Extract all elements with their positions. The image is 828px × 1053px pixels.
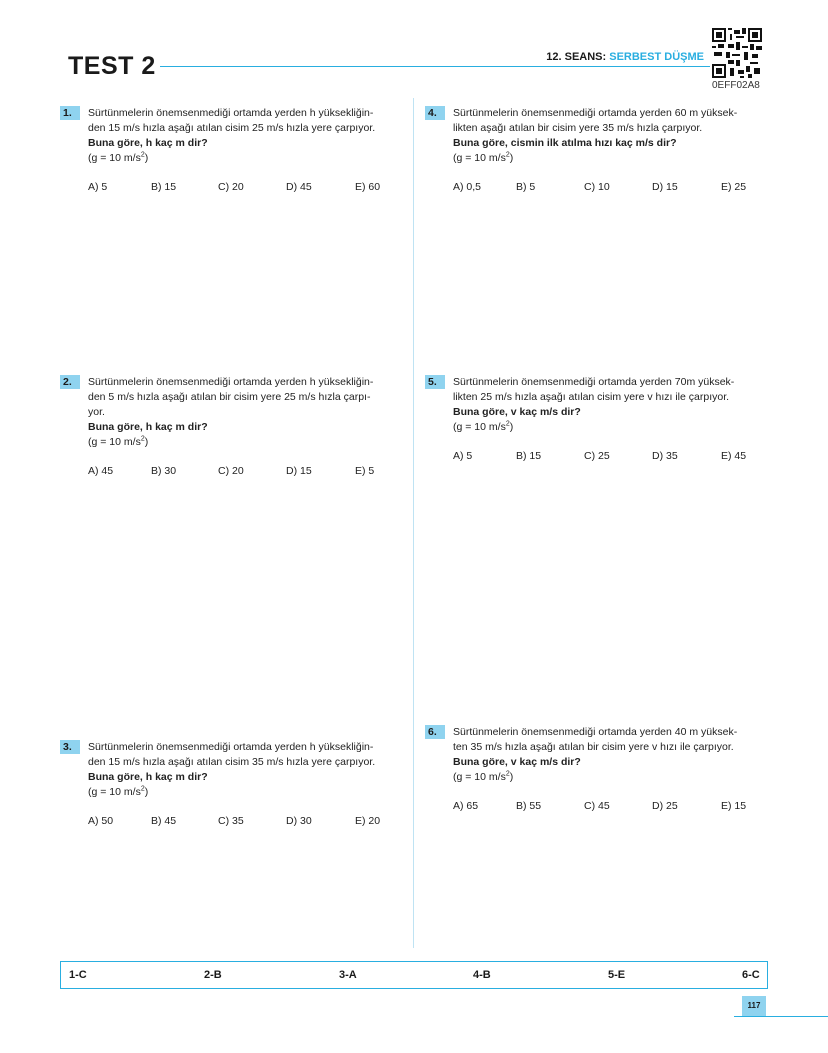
page-number: 117 [742,996,766,1016]
question-prompt: Buna göre, h kaç m dir? [88,137,208,149]
choice-d[interactable]: D) 15 [286,465,312,477]
choice-d[interactable]: D) 25 [652,800,678,812]
question-number: 2. [60,375,80,389]
question-text-line: Sürtünmelerin önemsenmediği ortamda yerden h yüksekliğin- [88,741,374,753]
gravity-note: (g = 10 $m/s^2$) [88,785,149,798]
choice-c[interactable]: C) 20 [218,465,244,477]
answer-key-item: 6-C [742,969,760,981]
question-text-line: Sürtünmelerin önemsenmediği ortamda yerden 70m yüksek- [453,376,735,388]
qr-code-icon[interactable] [712,28,762,78]
question-text-line: Sürtünmelerin önemsenmediği ortamda yerden h yüksekliğin- [88,376,374,388]
question-text-line: den 15 m/s hızla aşağı atılan cisim 35 m/s hızla yere çarpıyor. [88,756,376,768]
choice-c[interactable]: C) 45 [584,800,610,812]
choice-a[interactable]: A) 5 [453,450,473,462]
choice-a[interactable]: A) 5 [88,181,108,193]
gravity-note: (g = 10 $m/s^2$) [88,151,149,164]
answer-choices [88,464,400,480]
qr-code-label: 0EFF02A8 [712,80,760,91]
question-prompt: Buna göre, h kaç m dir? [88,771,208,783]
answer-key-item: 3-A [339,969,357,981]
answer-choices [88,814,400,830]
choice-c[interactable]: C) 20 [218,181,244,193]
answer-choices [453,180,765,196]
choice-b[interactable]: B) 15 [516,450,542,462]
choice-a[interactable]: A) 0,5 [453,181,482,193]
question-prompt: Buna göre, v kaç m/s dir? [453,756,581,768]
question-number: 4. [425,106,445,120]
answer-choices [453,449,765,465]
choice-a[interactable]: A) 50 [88,815,114,827]
choice-c[interactable]: C) 25 [584,450,610,462]
choice-e[interactable]: E) 60 [355,181,381,193]
question-text-line: Sürtünmelerin önemsenmediği ortamda yerden 40 m yüksek- [453,726,738,738]
choice-d[interactable]: D) 35 [652,450,678,462]
question-5 [425,375,765,465]
question-prompt: Buna göre, h kaç m dir? [88,421,208,433]
question-text-line: Sürtünmelerin önemsenmediği ortamda yerden 60 m yüksek- [453,107,738,119]
question-prompt: Buna göre, cismin ilk atılma hızı kaç m/s dir? [453,137,677,149]
question-text-line: den 5 m/s hızla aşağı atılan bir cisim yere 25 m/s hızla çarpı- [88,391,371,403]
choice-b[interactable]: B) 45 [151,815,177,827]
question-text-line: Sürtünmelerin önemsenmediği ortamda yerden h yüksekliğin- [88,107,374,119]
choice-b[interactable]: B) 5 [516,181,536,193]
page-rule [734,1016,828,1017]
column-divider [413,98,414,948]
choice-a[interactable]: A) 65 [453,800,479,812]
question-text-line: yor. [88,406,105,418]
question-number: 5. [425,375,445,389]
question-text-line: likten 25 m/s hızla aşağı atılan cisim yere v hızı ile çarpıyor. [453,391,730,403]
answer-choices [88,180,400,196]
choice-b[interactable]: B) 15 [151,181,177,193]
answer-key [60,961,768,989]
choice-c[interactable]: C) 35 [218,815,244,827]
question-3 [60,740,400,830]
choice-d[interactable]: D) 30 [286,815,312,827]
answer-key-item: 5-E [608,969,626,981]
question-text-line: den 15 m/s hızla aşağı atılan cisim 25 m/s hızla yere çarpıyor. [88,122,376,134]
choice-e[interactable]: E) 15 [721,800,747,812]
gravity-note: (g = 10 $m/s^2$) [88,435,149,448]
choice-b[interactable]: B) 55 [516,800,542,812]
question-prompt: Buna göre, v kaç m/s dir? [453,406,581,418]
gravity-note: (g = 10 $m/s^2$) [453,770,514,783]
question-1 [60,106,400,196]
answer-key-item: 4-B [473,969,491,981]
session-label: 12. SEANS: [546,51,607,63]
question-number: 3. [60,740,80,754]
choice-d[interactable]: D) 15 [652,181,678,193]
gravity-note: (g = 10 $m/s^2$) [453,151,514,164]
header-rule [160,66,710,67]
question-text-line: likten aşağı atılan bir cisim yere 35 m/s hızla çarpıyor. [453,122,703,134]
session-heading [546,51,704,63]
question-number: 1. [60,106,80,120]
gravity-note: (g = 10 $m/s^2$) [453,420,514,433]
question-2 [60,375,400,480]
answer-key-item: 2-B [204,969,222,981]
topic-label: SERBEST DÜŞME [609,51,704,63]
choice-e[interactable]: E) 25 [721,181,747,193]
question-4 [425,106,765,196]
choice-a[interactable]: A) 45 [88,465,114,477]
choice-c[interactable]: C) 10 [584,181,610,193]
question-text-line: ten 35 m/s hızla aşağı atılan bir cisim yere v hızı ile çarpıyor. [453,741,734,753]
question-number: 6. [425,725,445,739]
question-6 [425,725,765,815]
choice-e[interactable]: E) 20 [355,815,381,827]
test-title: TEST 2 [68,52,156,80]
choice-e[interactable]: E) 45 [721,450,747,462]
choice-d[interactable]: D) 45 [286,181,312,193]
choice-b[interactable]: B) 30 [151,465,177,477]
answer-key-item: 1-C [69,969,87,981]
answer-choices [453,799,765,815]
choice-e[interactable]: E) 5 [355,465,375,477]
